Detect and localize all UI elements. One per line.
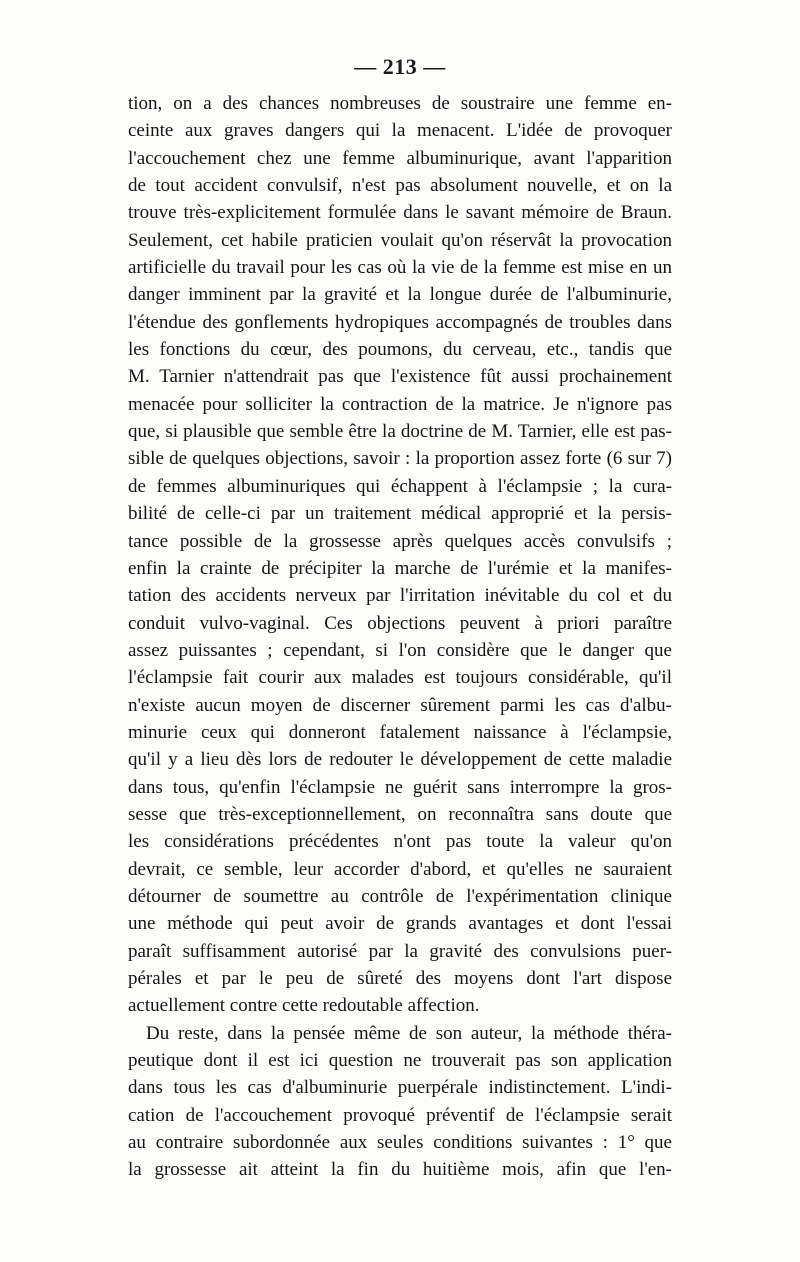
text-line: artificielle du travail pour les cas où la vie de la femme est mise en un [128, 257, 672, 279]
text-line: conduit vulvo-vaginal. Ces objections peuvent à priori paraître [128, 612, 672, 634]
paragraph-2 [128, 1020, 672, 1184]
text-line: les fonctions du cœur, des poumons, du cerveau, etc., tandis que [128, 339, 672, 361]
text-line: l'étendue des gonflements hydropiques accompagnés de troubles dans [128, 311, 672, 333]
text-line: actuellement contre cette redoutable affection. [128, 995, 480, 1017]
text-line: qu'il y a lieu dès lors de redouter le développement de cette maladie [128, 749, 672, 771]
text-line: l'accouchement chez une femme albuminurique, avant l'apparition [128, 147, 672, 169]
text-line: au contraire subordonnée aux seules conditions suivantes : 1° que [128, 1132, 672, 1154]
text-line: détourner de soumettre au contrôle de l'expérimentation clinique [128, 885, 672, 907]
text-line: minurie ceux qui donneront fatalement naissance à l'éclampsie, [128, 721, 672, 743]
text-line: une méthode qui peut avoir de grands avantages et dont l'essai [128, 913, 672, 935]
text-line: tion, on a des chances nombreuses de soustraire une femme en- [128, 93, 672, 114]
text-line: la grossesse ait atteint la fin du huitième mois, afin que l'en- [128, 1159, 672, 1181]
text-line: pérales et par le peu de sûreté des moyens dont l'art dispose [128, 968, 672, 989]
text-line: sesse que très-exceptionnellement, on reconnaîtra sans doute que [128, 803, 672, 825]
text-line: que, si plausible que semble être la doctrine de M. Tarnier, elle est pas- [128, 421, 672, 443]
text-line: ceinte aux graves dangers qui la menacent. L'idée de provoquer [128, 120, 672, 142]
text-line: enfin la crainte de précipiter la marche de l'urémie et la manifes- [128, 557, 672, 579]
text-line: cation de l'accouchement provoqué préventif de l'éclampsie serait [128, 1104, 672, 1126]
text-line: Seulement, cet habile praticien voulait qu'on réservât la provocation [128, 229, 672, 251]
text-line: l'éclampsie fait courir aux malades est toujours considérable, qu'il [128, 667, 672, 689]
text-line: trouve très-explicitement formulée dans le savant mémoire de Braun. [128, 202, 672, 224]
body-text [128, 90, 672, 1184]
text-line: dans tous, qu'enfin l'éclampsie ne guérit sans interrompre la gros- [128, 776, 672, 798]
text-line: peutique dont il est ici question ne trouverait pas son application [128, 1050, 672, 1072]
text-line: danger imminent par la gravité et la longue durée de l'albuminurie, [128, 284, 672, 306]
text-line: menacée pour solliciter la contraction de la matrice. Je n'ignore pas [128, 393, 672, 415]
text-line: M. Tarnier n'attendrait pas que l'existence fût aussi prochainement [128, 366, 672, 388]
text-line: assez puissantes ; cependant, si l'on considère que le danger que [128, 639, 672, 661]
text-line: Du reste, dans la pensée même de son auteur, la méthode théra- [146, 1022, 672, 1044]
page-number: — 213 — [354, 54, 446, 79]
text-line: devrait, ce semble, leur accorder d'abord, et qu'elles ne sauraient [128, 858, 672, 880]
paragraph-1 [128, 90, 672, 1020]
text-line: de femmes albuminuriques qui échappent à l'éclampsie ; la cura- [128, 475, 672, 497]
text-line: sible de quelques objections, savoir : la proportion assez forte (6 sur 7) [128, 448, 672, 470]
text-line: de tout accident convulsif, n'est pas absolument nouvelle, et on la [128, 175, 672, 197]
text-line: paraît suffisamment autorisé par la gravité des convulsions puer- [128, 940, 672, 962]
text-line: n'existe aucun moyen de discerner sûrement parmi les cas d'albu- [128, 694, 672, 716]
text-line: bilité de celle-ci par un traitement médical approprié et la persis- [128, 503, 672, 525]
text-line: tation des accidents nerveux par l'irritation inévitable du col et du [128, 585, 672, 607]
text-line: les considérations précédentes n'ont pas toute la valeur qu'on [128, 831, 672, 853]
text-line: tance possible de la grossesse après quelques accès convulsifs ; [128, 530, 672, 552]
text-line: dans tous les cas d'albuminurie puerpérale indistinctement. L'indi- [128, 1077, 672, 1099]
